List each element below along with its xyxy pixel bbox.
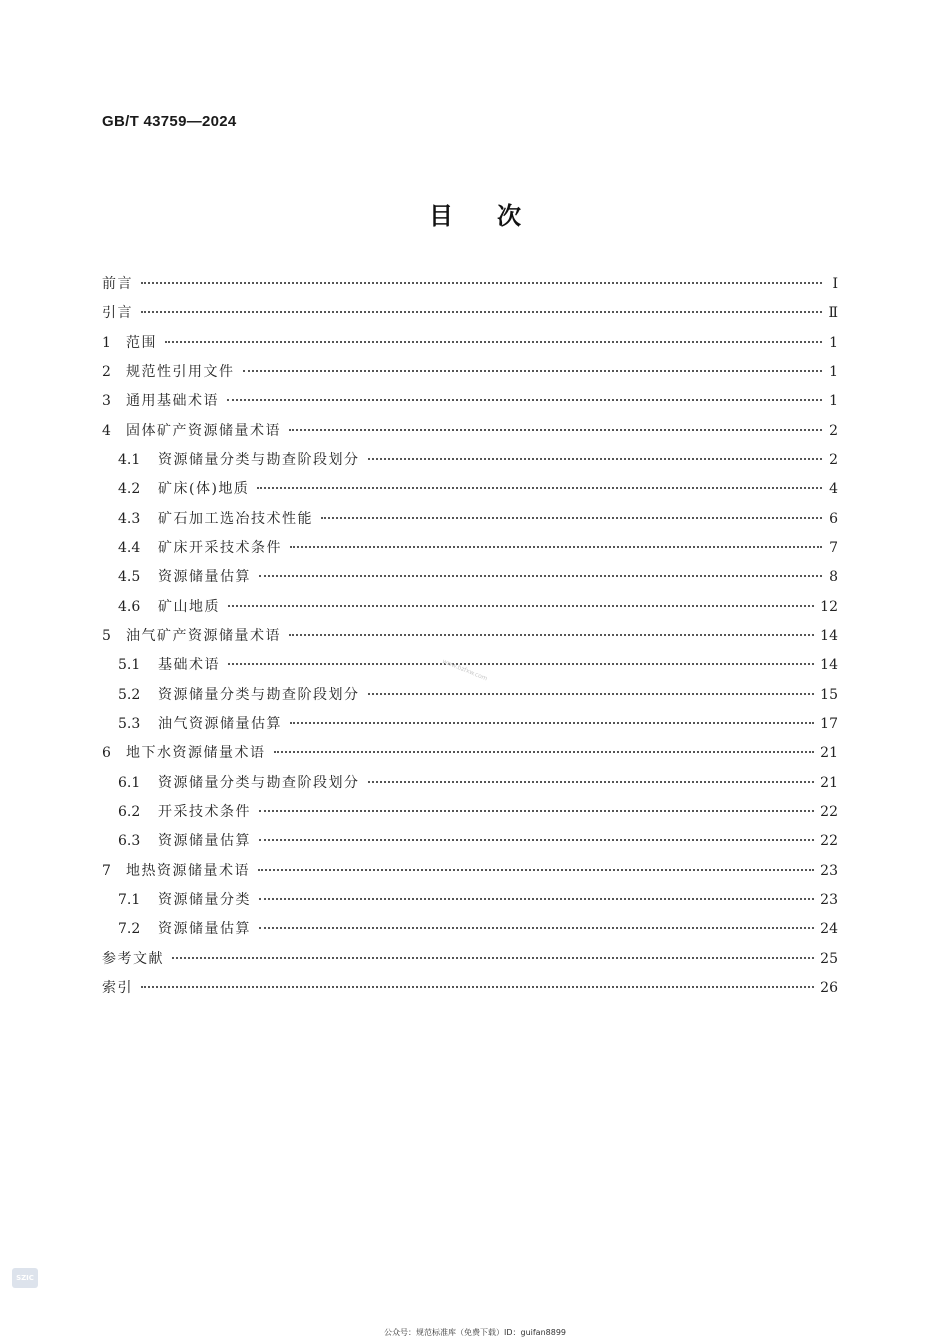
toc-entry-number: 4.2 (118, 481, 141, 498)
toc-entry-number: 4.1 (118, 451, 141, 468)
toc-entry-number: 7 (102, 862, 111, 879)
toc-dot-leader (228, 663, 814, 665)
toc-dot-leader (259, 575, 822, 577)
toc-entry-page: 8 (829, 569, 838, 586)
toc-entry[interactable] (102, 419, 838, 448)
toc-entry[interactable] (102, 536, 838, 565)
toc-dot-leader (274, 751, 815, 753)
toc-entry-number: 7.1 (118, 891, 141, 908)
toc-entry-label: 资源储量估算 (158, 921, 251, 938)
toc-entry-label: 参考文献 (102, 950, 164, 967)
table-of-contents (102, 272, 838, 1005)
toc-entry-page: Ⅱ (828, 305, 838, 322)
toc-entry-label: 索引 (102, 979, 133, 996)
toc-entry-page: 12 (820, 598, 838, 615)
toc-dot-leader (368, 781, 815, 783)
toc-entry-number: 6 (102, 745, 111, 762)
toc-entry[interactable] (102, 947, 838, 976)
toc-entry-page: 22 (820, 833, 838, 850)
toc-entry-number: 4.5 (118, 569, 141, 586)
toc-entry[interactable] (102, 741, 838, 770)
toc-dot-leader (141, 282, 822, 284)
toc-dot-leader (259, 898, 814, 900)
toc-entry[interactable] (102, 507, 838, 536)
toc-dot-leader (258, 869, 814, 871)
toc-entry-page: 26 (820, 979, 838, 996)
toc-entry[interactable] (102, 917, 838, 946)
toc-entry-number: 7.2 (118, 921, 141, 938)
toc-entry-label: 资源储量估算 (158, 833, 251, 850)
toc-entry-page: 2 (829, 422, 838, 439)
toc-entry-page: 22 (820, 803, 838, 820)
toc-dot-leader (259, 810, 814, 812)
toc-entry-label: 油气矿产资源储量术语 (126, 627, 281, 644)
toc-entry-label: 地下水资源储量术语 (126, 745, 266, 762)
toc-entry-number: 2 (102, 363, 111, 380)
toc-dot-leader (227, 399, 822, 401)
toc-dot-leader (290, 722, 814, 724)
footer-note: 公众号：规范标准库（免费下载）ID：guifan8899 (383, 1328, 567, 1337)
toc-entry-label: 资源储量分类与勘查阶段划分 (158, 774, 360, 791)
toc-entry-page: 23 (820, 891, 838, 908)
toc-dot-leader (259, 839, 814, 841)
toc-entry-page: 21 (820, 774, 838, 791)
toc-entry-page: 23 (820, 862, 838, 879)
toc-entry-label: 矿山地质 (158, 598, 220, 615)
toc-dot-leader (165, 341, 822, 343)
toc-entry-page: 14 (820, 657, 838, 674)
toc-entry-number: 5 (102, 627, 111, 644)
toc-dot-leader (257, 487, 822, 489)
toc-entry-page: 1 (829, 363, 838, 380)
toc-entry-label: 矿床(体)地质 (158, 481, 250, 498)
page-title: 目次 (429, 202, 565, 230)
toc-entry-label: 基础术语 (158, 657, 220, 674)
toc-entry[interactable] (102, 624, 838, 653)
toc-entry-label: 资源储量分类与勘查阶段划分 (158, 686, 360, 703)
toc-entry-page: Ⅰ (832, 276, 838, 292)
toc-entry-label: 地热资源储量术语 (126, 862, 250, 879)
toc-entry-page: 2 (829, 451, 838, 468)
toc-entry[interactable] (102, 888, 838, 917)
toc-entry-label: 范围 (126, 334, 157, 351)
toc-entry[interactable] (102, 565, 838, 594)
toc-entry-number: 6.1 (118, 774, 141, 791)
toc-dot-leader (141, 986, 814, 988)
toc-entry[interactable] (102, 360, 838, 389)
toc-entry[interactable] (102, 976, 838, 1005)
toc-entry[interactable] (102, 859, 838, 888)
toc-entry-label: 引言 (102, 305, 133, 322)
toc-entry-page: 7 (829, 539, 838, 556)
logo-icon: SZIC (12, 1268, 38, 1288)
toc-entry-number: 4.6 (118, 598, 141, 615)
toc-entry-label: 固体矿产资源储量术语 (126, 422, 281, 439)
toc-entry[interactable] (102, 800, 838, 829)
toc-entry-label: 矿石加工选冶技术性能 (158, 510, 313, 527)
toc-entry[interactable] (102, 448, 838, 477)
toc-dot-leader (289, 429, 822, 431)
toc-entry-number: 4 (102, 422, 111, 439)
toc-entry-number: 6.3 (118, 833, 141, 850)
toc-entry-page: 24 (820, 921, 838, 938)
toc-entry[interactable] (102, 829, 838, 858)
toc-entry-label: 前言 (102, 276, 133, 292)
toc-entry-label: 规范性引用文件 (126, 363, 235, 380)
toc-entry-page: 4 (829, 481, 838, 498)
toc-entry[interactable] (102, 595, 838, 624)
toc-dot-leader (172, 957, 814, 959)
watermark: www.bzfxw.com (441, 658, 489, 683)
toc-entry-number: 1 (102, 334, 111, 351)
toc-dot-leader (368, 458, 823, 460)
toc-dot-leader (141, 311, 822, 313)
toc-entry-page: 15 (820, 686, 838, 703)
toc-entry[interactable] (102, 771, 838, 800)
toc-entry[interactable] (102, 712, 838, 741)
toc-dot-leader (321, 517, 822, 519)
toc-entry-label: 开采技术条件 (158, 803, 251, 820)
toc-entry[interactable] (102, 683, 838, 712)
toc-entry-page: 14 (820, 627, 838, 644)
toc-entry-number: 5.3 (118, 715, 141, 732)
toc-entry-label: 油气资源储量估算 (158, 715, 282, 732)
toc-entry-number: 5.2 (118, 686, 141, 703)
toc-dot-leader (228, 605, 814, 607)
toc-entry-page: 1 (829, 334, 838, 351)
document-code: GB/T 43759—2024 (102, 113, 237, 130)
toc-entry[interactable] (102, 477, 838, 506)
toc-dot-leader (368, 693, 815, 695)
toc-entry-label: 通用基础术语 (126, 393, 219, 410)
toc-entry[interactable] (102, 272, 838, 301)
toc-entry-number: 6.2 (118, 803, 141, 820)
toc-entry-number: 5.1 (118, 657, 141, 674)
toc-entry-page: 17 (820, 715, 838, 732)
toc-entry-label: 资源储量估算 (158, 569, 251, 586)
toc-entry-page: 1 (829, 393, 838, 410)
toc-entry[interactable] (102, 389, 838, 418)
toc-entry-number: 3 (102, 393, 111, 410)
toc-entry-label: 资源储量分类与勘查阶段划分 (158, 451, 360, 468)
toc-entry-label: 资源储量分类 (158, 891, 251, 908)
toc-entry-page: 25 (820, 950, 838, 967)
toc-dot-leader (259, 927, 814, 929)
toc-entry[interactable] (102, 301, 838, 330)
toc-entry-page: 6 (829, 510, 838, 527)
toc-entry-number: 4.4 (118, 539, 141, 556)
toc-entry-label: 矿床开采技术条件 (158, 539, 282, 556)
toc-dot-leader (290, 546, 822, 548)
toc-entry-page: 21 (820, 745, 838, 762)
toc-dot-leader (243, 370, 823, 372)
toc-dot-leader (289, 634, 814, 636)
toc-entry-number: 4.3 (118, 510, 141, 527)
toc-entry[interactable] (102, 331, 838, 360)
